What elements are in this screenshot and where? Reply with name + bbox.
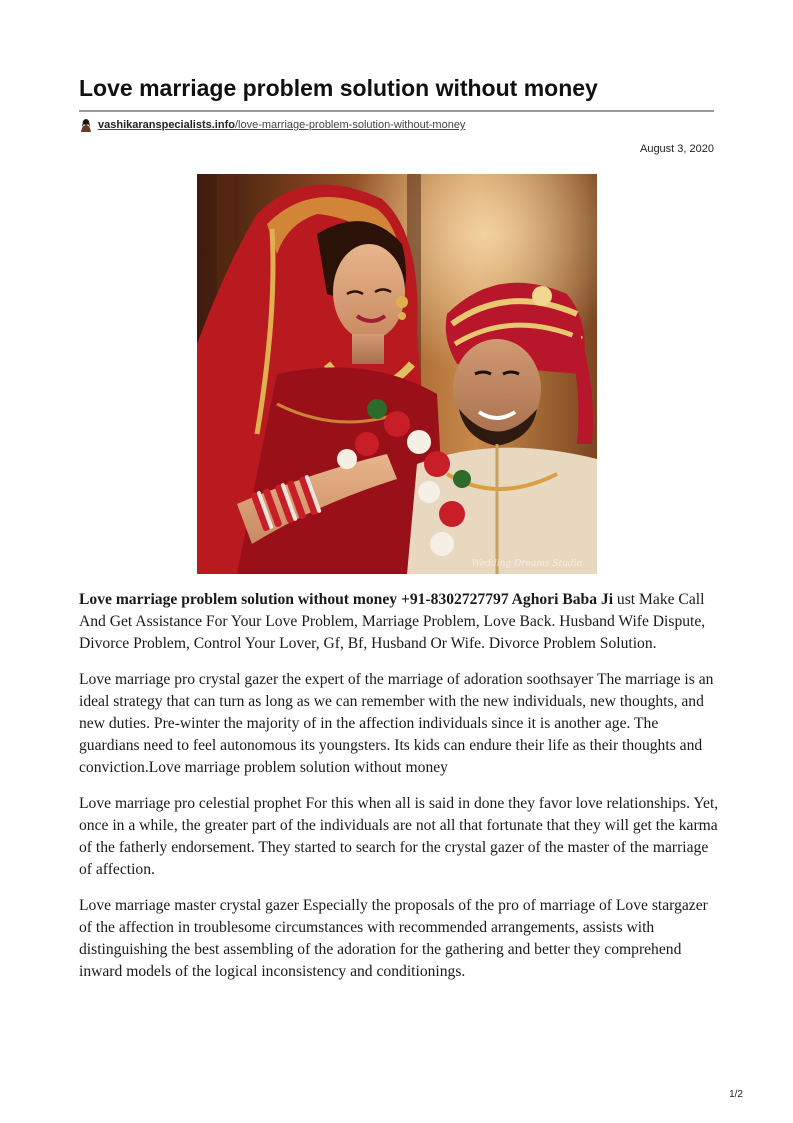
paragraph-4: Love marriage master crystal gazer Especially the proposals of the pro of marriage of Love stargazer of the affection in troublesome circumstances with recommended arrangements, assists with distinguishing the best assembling of the adoration for the gathering and better they comprehend inward models of the logical inconsistency and conditionings. [79,897,708,980]
source-path: /love-marriage-problem-solution-without-money [234,119,466,131]
paragraph-3: Love marriage pro celestial prophet For this when all is said in done they favor love relationships. Yet, once in a while, the greater part of the individuals are not all that fortunate that they will get the karma of the fatherly endorsement. They started to search for the crystal gazer of the master of the marriage of affection. [79,795,719,878]
page-number: 1/2 [729,1089,743,1100]
title-divider [79,110,714,112]
paragraph-1-lead: Love marriage problem solution without money +91-8302727797 Aghori Baba Ji [79,591,614,608]
source-line [79,117,465,133]
page-title: Love marriage problem solution without money [79,75,598,101]
wedding-couple-photo [197,174,597,574]
paragraph-1 [79,589,719,655]
photo-watermark: Wedding Dreams Studio [471,559,582,569]
article-body [79,589,719,997]
publish-date: August 3, 2020 [639,143,714,155]
paragraph-2: Love marriage pro crystal gazer the expert of the marriage of adoration soothsayer The marriage is an ideal strategy that can turn as long as we can remember with the new individuals, new thoughts, and new duties. Pre-winter the majority of in the affection individuals since it is another age. The guardians need to feel autonomous its youngsters. Its kids can endure their life as their thoughts and conviction.Love marriage problem solution without money [79,671,714,776]
paragraph-1-text: ust Make Call And Get Assistance For Your Love Problem, Marriage Problem, Love Back. Husband Wife Dispute, Divorce Problem, Control Your Lover, Gf, Bf, Husband Or Wife. Divorce Problem Solution. [79,591,706,652]
site-favicon-icon [79,118,93,132]
source-domain: vashikaranspecialists.info [98,119,235,131]
source-url-link[interactable] [98,119,465,131]
